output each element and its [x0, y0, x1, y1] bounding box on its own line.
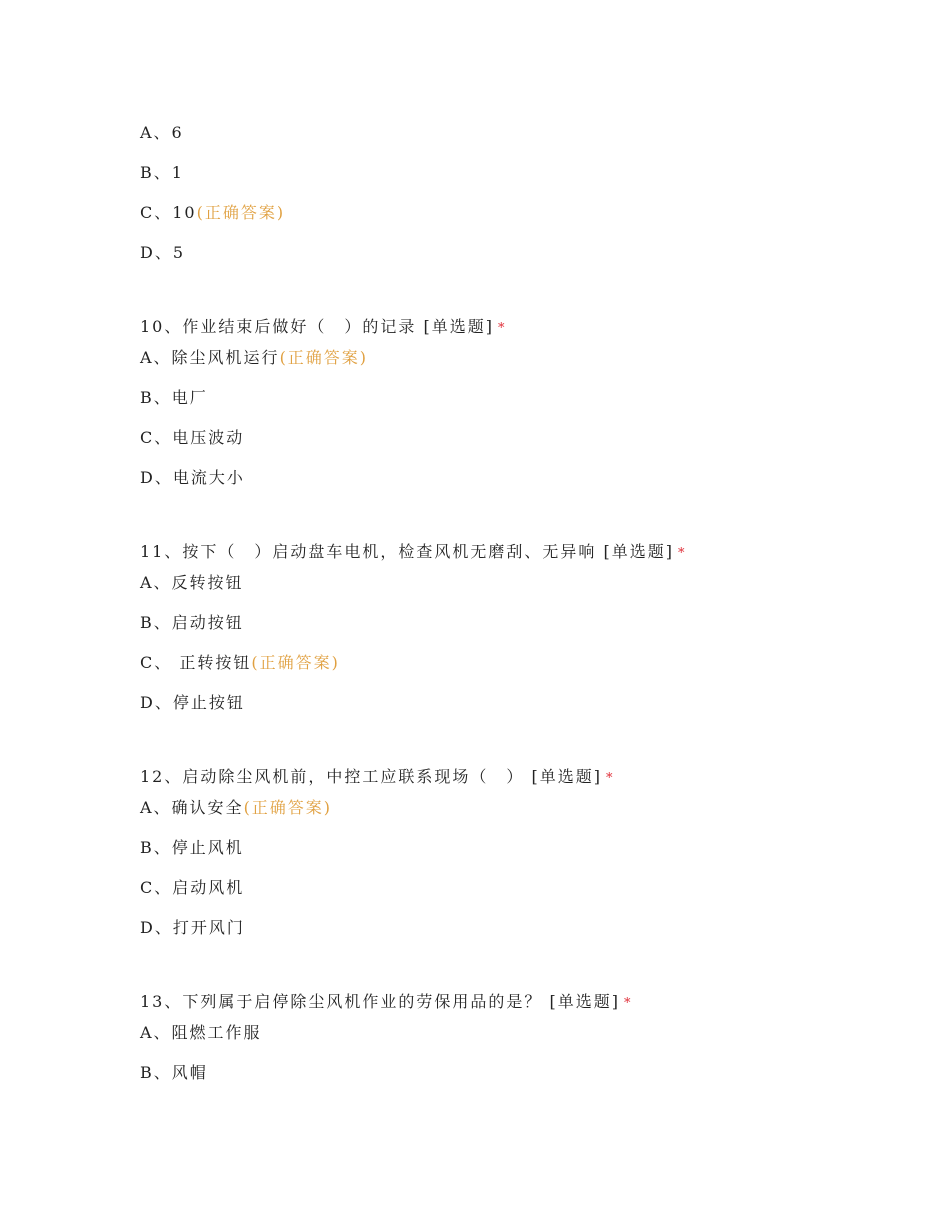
option-c [140, 428, 244, 448]
option-d [140, 468, 245, 488]
question-title [140, 992, 632, 1014]
option-label: B、停止风机 [140, 838, 244, 857]
required-mark: * [605, 771, 615, 786]
option-label: B、启动按钮 [140, 613, 244, 632]
correct-answer-tag: (正确答案) [243, 798, 333, 817]
required-mark: * [497, 321, 507, 336]
option-a [140, 573, 244, 593]
option-d [140, 693, 245, 713]
question-title [140, 767, 614, 789]
option-label: C、10 [140, 203, 197, 222]
option-label: C、 正转按钮 [140, 653, 252, 672]
option-b [140, 163, 184, 183]
option-label: C、电压波动 [140, 428, 245, 447]
option-c [140, 878, 244, 898]
option-a [140, 798, 332, 818]
option-label: A、确认安全 [140, 798, 244, 817]
question-text: 10、作业结束后做好（ ）的记录 [单选题] [140, 317, 494, 336]
required-mark: * [677, 546, 687, 561]
option-d [140, 243, 185, 263]
option-b [140, 613, 244, 633]
correct-answer-tag: (正确答案) [279, 348, 369, 367]
option-label: A、除尘风机运行 [140, 348, 280, 367]
option-label: D、电流大小 [140, 468, 245, 487]
option-label: C、启动风机 [140, 878, 245, 897]
option-a [140, 348, 368, 368]
option-label: D、打开风门 [140, 918, 245, 937]
option-c [140, 653, 340, 673]
option-b [140, 838, 244, 858]
option-label: A、阻燃工作服 [140, 1023, 262, 1042]
required-mark: * [623, 996, 633, 1011]
option-label: A、6 [140, 123, 184, 142]
option-label: D、5 [140, 243, 186, 262]
option-c [140, 203, 285, 223]
correct-answer-tag: (正确答案) [251, 653, 340, 672]
question-title [140, 317, 506, 339]
correct-answer-tag: (正确答案) [196, 203, 286, 222]
option-label: A、反转按钮 [140, 573, 244, 592]
option-label: D、停止按钮 [140, 693, 245, 712]
option-b [140, 388, 208, 408]
question-text: 12、启动除尘风机前，中控工应联系现场（ ） [单选题] [140, 767, 602, 786]
option-b [140, 1063, 208, 1083]
option-label: B、电厂 [140, 388, 208, 407]
option-a [140, 1023, 262, 1043]
question-title [140, 542, 686, 564]
option-a [140, 123, 184, 143]
option-label: B、风帽 [140, 1063, 208, 1082]
question-text: 11、按下（ ）启动盘车电机，检查风机无磨刮、无异响 [单选题] [140, 542, 674, 561]
option-d [140, 918, 245, 938]
option-label: B、1 [140, 163, 184, 182]
question-text: 13、下列属于启停除尘风机作业的劳保用品的是？ [单选题] [140, 992, 620, 1011]
